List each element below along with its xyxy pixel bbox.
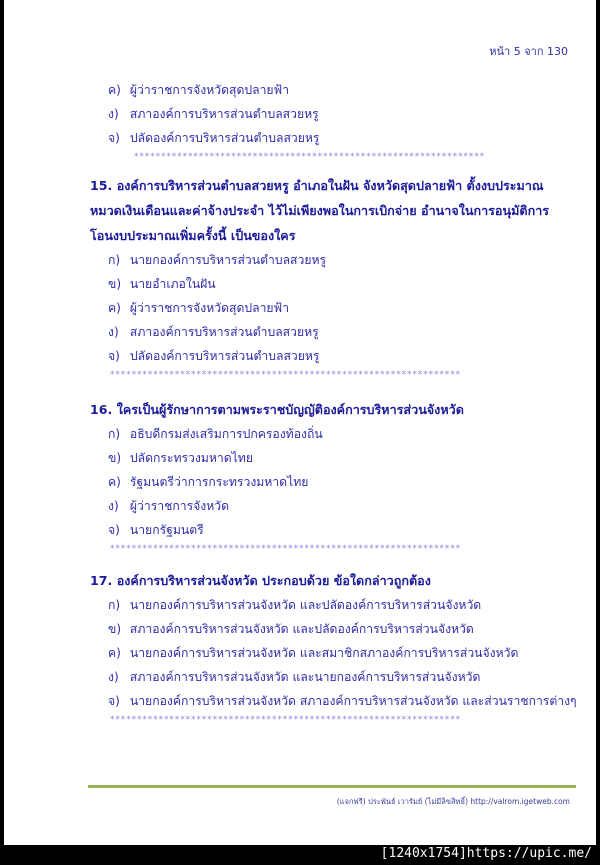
option-letter: ก) [108, 598, 121, 612]
option-text: สภาองค์การบริหารส่วนจังหวัด และปลัดองค์การบริหารส่วนจังหวัด [129, 622, 474, 636]
separator: ***************************************************************** [110, 715, 461, 725]
option-letter: ค) [108, 301, 121, 315]
option-letter: ข) [108, 622, 122, 636]
option-text: นายกรัฐมนตรี [129, 523, 204, 537]
option-letter: ก) [108, 253, 121, 267]
option [90, 78, 580, 102]
footer-credit: (แจกฟรี) ประพันธ์ เวารัมย์ (ไม่มีลิขสิทธิ์) http://valrom.igetweb.com [336, 797, 570, 806]
option-text: นายอำเภอในฝัน [129, 277, 216, 291]
option-text: นายกองค์การบริหารส่วนจังหวัด และปลัดองค์การบริหารส่วนจังหวัด [129, 598, 482, 612]
document-page [4, 0, 596, 845]
option-letter: ค) [108, 646, 121, 660]
option-letter: ง) [108, 499, 119, 513]
option [90, 593, 580, 617]
separator: ***************************************************************** [110, 370, 461, 380]
option [90, 296, 580, 320]
option [90, 320, 580, 344]
option-letter: ง) [108, 107, 119, 121]
option [90, 446, 580, 470]
option-text: สภาองค์การบริหารส่วนตำบลสวยหรู [129, 325, 319, 339]
option [90, 126, 580, 150]
question-15 [90, 173, 580, 382]
option-text: สภาองค์การบริหารส่วนตำบลสวยหรู [129, 107, 319, 121]
option [90, 422, 580, 446]
option-letter: ค) [108, 83, 121, 97]
option [90, 102, 580, 126]
option-text: ปลัดองค์การบริหารส่วนตำบลสวยหรู [129, 131, 320, 145]
option-text: อธิบดีกรมส่งเสริมการปกครองท้องถิ่น [129, 427, 323, 441]
image-watermark: [1240x1754]https://upic.me/ [380, 846, 592, 861]
option-text: รัฐมนตรีว่าการกระทรวงมหาดไทย [129, 475, 309, 489]
option-letter: ก) [108, 427, 121, 441]
question-text-line: 16. ใครเป็นผู้รักษาการตามพระราชบัญญัติองค์การบริหารส่วนจังหวัด [90, 402, 464, 417]
option-letter: ง) [108, 670, 119, 684]
option [90, 689, 580, 713]
option-text: นายกองค์การบริหารส่วนจังหวัด และสมาชิกสภาองค์การบริหารส่วนจังหวัด [129, 646, 519, 660]
question-17 [90, 568, 580, 727]
question-text-line: 15. องค์การบริหารส่วนตำบลสวยหรู อำเภอในฝัน จังหวัดสุดปลายฟ้า ตั้งงบประมาณ [90, 178, 544, 193]
option-text: ปลัดองค์การบริหารส่วนตำบลสวยหรู [129, 349, 320, 363]
option-text: นายกองค์การบริหารส่วนตำบลสวยหรู [129, 253, 327, 267]
option-letter: ง) [108, 325, 119, 339]
question-14-tail [90, 78, 580, 164]
option-text: ผู้ว่าราชการจังหวัดสุดปลายฟ้า [129, 83, 290, 97]
option-text: ผู้ว่าราชการจังหวัดสุดปลายฟ้า [129, 301, 290, 315]
question-16 [90, 397, 580, 556]
question-text-line: โอนงบประมาณเพิ่มครั้งนี้ เป็นของใคร [90, 228, 296, 243]
question-text-line: 17. องค์การบริหารส่วนจังหวัด ประกอบด้วย ข้อใดกล่าวถูกต้อง [90, 573, 431, 588]
option [90, 641, 580, 665]
option [90, 665, 580, 689]
option-letter: จ) [108, 523, 120, 537]
footer-divider [88, 785, 576, 788]
option-letter: ข) [108, 277, 122, 291]
separator: ***************************************************************** [134, 152, 485, 162]
option-text: ปลัดกระทรวงมหาดไทย [129, 451, 253, 465]
option-letter: จ) [108, 694, 120, 708]
separator: ***************************************************************** [110, 544, 461, 554]
option-letter: จ) [108, 349, 120, 363]
page-number: หน้า 5 จาก 130 [489, 45, 568, 58]
option-letter: จ) [108, 131, 120, 145]
option-letter: ข) [108, 451, 122, 465]
question-text-line: หมวดเงินเดือนและค่าจ้างประจำ ไว้ไม่เพียงพอในการเบิกจ่าย อำนาจในการอนุมัติการ [90, 203, 550, 218]
option-letter: ค) [108, 475, 121, 489]
option-text: สภาองค์การบริหารส่วนจังหวัด และนายกองค์การบริหารส่วนจังหวัด [129, 670, 481, 684]
option-text: นายกองค์การบริหารส่วนจังหวัด สภาองค์การบริหารส่วนจังหวัด และส่วนราชการต่างๆ [129, 694, 577, 708]
option [90, 344, 580, 368]
option [90, 470, 580, 494]
option [90, 494, 580, 518]
option [90, 248, 580, 272]
option [90, 518, 580, 542]
option [90, 617, 580, 641]
option-text: ผู้ว่าราชการจังหวัด [129, 499, 230, 513]
option [90, 272, 580, 296]
